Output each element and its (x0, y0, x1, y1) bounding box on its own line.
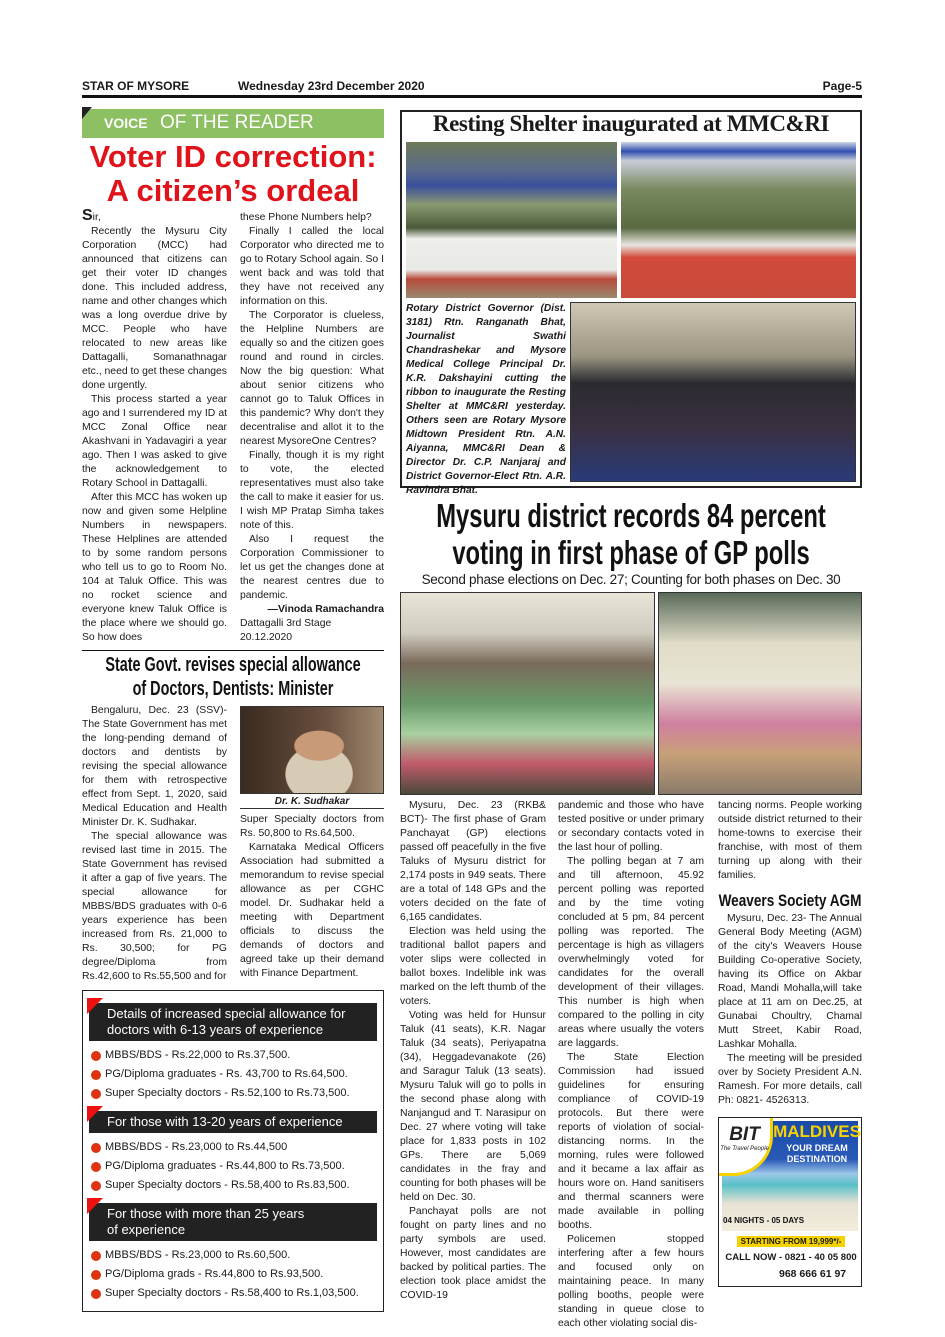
paragraph: Recently the Mysuru City Corporation (MCC) had announced that citizens can get their voter ID changes done. This included address, name and other changes which was a long overdue drive by MCC. People who have relocated to new areas like Dattagalli, Somanathnagar etc., need to get these changes done urgently. (82, 226, 227, 391)
polls-column-2 (558, 799, 704, 1331)
list-item: Super Specialty doctors - Rs.52,100 to Rs.73,500. (91, 1084, 383, 1103)
maldives-ad[interactable] (718, 1117, 862, 1287)
allowance-headline (82, 653, 384, 701)
ad-title: MALDIVES (773, 1122, 861, 1141)
letter-address: Dattagalli 3rd Stage (240, 618, 332, 629)
ad-phone: CALL NOW - 0821 - 40 05 800 (725, 1252, 857, 1263)
allowance-headline-line2: of Doctors, Dentists: Minister (132, 678, 334, 700)
box-heading: For those with 13-20 years of experience (89, 1111, 377, 1133)
weavers-column (718, 912, 862, 1108)
allowance-column-1 (82, 704, 227, 984)
header-rule (82, 95, 862, 98)
paragraph: Election was held using the traditional ballot papers and voter slips were collected in ballot boxes. Indelible ink was marked on the left thumb of the voters. (400, 926, 546, 1007)
salutation-rest: ir, (92, 212, 101, 223)
paragraph: Voting was held for Hunsur Taluk (41 seats), K.R. Nagar Taluk (34 seats), Periyapatna (34), Heggadevanakote (26) and Saragur Taluk (13 seats). Mysuru Taluk will go to polls in the second phase along with Nanjangud and T. Narasipur on Dec. 27 where voting will take place for 1,833 posts in 102 GPs. There are 5,069 candidates in the fray and counting for both phases will be held on Dec. 30. (400, 1010, 546, 1203)
photo-shelter-1 (406, 142, 617, 298)
issue-date: Wednesday 23rd December 2020 (238, 79, 425, 93)
ad-tagline: The Travel People (720, 1146, 769, 1152)
allowance-column-2-wrap (240, 704, 384, 981)
photo-sudhakar (240, 706, 384, 794)
letter-signature: —Vinoda Ramachandra (267, 604, 384, 615)
box-heading: Details of increased special allowance for doctors with 6-13 years of experience (89, 1003, 377, 1041)
paragraph: This process started a year ago and I surrendered my ID at MCC Zonal Office near Akashvani in Yadavagiri a year ago. Then I was asked to give the acknowledgement to Rotary School in Dattagalli. (82, 394, 227, 489)
letter-headline (82, 140, 384, 208)
paragraph: these Phone Numbers help? (240, 212, 372, 223)
paragraph: The special allowance was revised last time in 2015. The State Government has revised it after a gap of five years. The special allowance for MBBS/BDS graduates with 0-6 years experience has been increased from Rs. 21,000 to Rs. 30,500; for PG degree/Diploma from Rs.42,600 to Rs.55,500 and for (82, 831, 227, 982)
polls-headline-line1: Mysuru district records 84 percent (436, 497, 826, 534)
polls-column-1 (400, 799, 546, 1303)
list-item: PG/Diploma graduates - Rs. 43,700 to Rs.64,500. (91, 1065, 383, 1084)
allowance-column-2 (240, 813, 384, 981)
allowance-list (91, 1138, 383, 1195)
photo-caption: Dr. K. Sudhakar (240, 794, 384, 809)
paragraph: The Corporator is clueless, the Helpline Numbers are equally so and the citizen goes round and round in circles. Now the big question: What about senior citizens who cannot go to Taluk Offices in this pandemic? Why don't they decentralise and allot it to the nearest MysoreOne Centres? (240, 310, 384, 447)
photo-voters-queue (400, 592, 655, 795)
paragraph: Super Specialty doctors from Rs. 50,800 to Rs.64,500. (240, 814, 384, 839)
list-item: Super Specialty doctors - Rs.58,400 to Rs.1,03,500. (91, 1284, 383, 1303)
kicker-reader: OF THE READER (160, 112, 314, 133)
weavers-headline: Weavers Society AGM (718, 891, 862, 910)
photo-shelter-2 (621, 142, 856, 298)
paragraph: The polling began at 7 am and till afternoon, 45.92 percent polling was reported and by the time voting concluded at 5 pm, 84 percent polling was reported. The percentage is high as villagers overwhelmingly voted for candidates for the overall development of their villages. This number is high when compared to the polling in city areas where usually the voters are laggards. (558, 856, 704, 1049)
paragraph: tancing norms. People working outside district returned to their home-towns to exercise their franchise, with most of them turning up along with their families. (718, 800, 862, 881)
divider (82, 650, 384, 651)
list-item: PG/Diploma grads - Rs.44,800 to Rs.93,500. (91, 1265, 383, 1284)
letter-column-2 (240, 211, 384, 645)
polls-headline (401, 497, 862, 571)
paragraph: Panchayat polls are not fought on party lines and no party symbols are used. However, most candidates are backed by political parties. The election took place amidst the COVID-19 (400, 1206, 546, 1301)
letter-column-1 (82, 209, 227, 645)
ad-subtitle: YOUR DREAM DESTINATION (786, 1143, 848, 1164)
list-item: Super Specialty doctors - Rs.58,400 to Rs.83,500. (91, 1176, 383, 1195)
paragraph: Finally I called the local Corporator who directed me to go to Rotary School again. So I went back and was told that they have not received any information on this. (240, 226, 384, 307)
paragraph: Finally, though it is my right to vote, the elected representatives must also take the call to make it easier for us. I wish MP Pratap Simha takes note of this. (240, 450, 384, 531)
list-item: MBBS/BDS - Rs.23,000 to Rs.44,500 (91, 1138, 383, 1157)
drop-cap: S (82, 207, 93, 224)
polls-column-3 (718, 799, 862, 883)
allowance-body (82, 704, 384, 984)
letter-body (82, 209, 384, 645)
list-item: MBBS/BDS - Rs.23,000 to Rs.60,500. (91, 1246, 383, 1265)
polls-headline-line2: voting in first phase of GP polls (452, 534, 810, 571)
ad-duration: 04 NIGHTS - 05 DAYS (723, 1216, 805, 1225)
polls-subtitle: Second phase elections on Dec. 27; Counting for both phases on Dec. 30 (421, 572, 841, 587)
newspaper-name: STAR OF MYSORE (82, 79, 190, 93)
salutation (82, 209, 227, 225)
allowance-list (91, 1046, 383, 1103)
voice-of-reader-banner (82, 109, 384, 138)
box-heading: For those with more than 25 years of experience (89, 1203, 377, 1241)
allowance-list (91, 1246, 383, 1303)
shelter-headline: Resting Shelter inaugurated at MMC&RI (432, 111, 830, 136)
letter-headline-line2: A citizen’s ordeal (106, 173, 360, 208)
paragraph: pandemic and those who have tested positive or under primary or secondary contacts voted in the last hour of polling. (558, 800, 704, 853)
paragraph: The meeting will be presided over by Society President A.N. Ramesh. For more details, call Ph: 0821- 4526313. (718, 1053, 862, 1106)
photo-ribbon-cutting (570, 302, 856, 482)
paragraph: Karnataka Medical Officers Association had submitted a memorandum to revise special allowance as per CGHC model. Dr. Sudhakar held a meeting with Department officials to discuss the demands of doctors and agreed take up their demand with Finance Department. (240, 842, 384, 979)
allowance-headline-line1: State Govt. revises special allowance (105, 654, 361, 676)
right-column (718, 799, 862, 1287)
paragraph: After this MCC has woken up now and given some Helpline Numbers in newspapers. These Helplines are attended to by some random persons who tell us to go to Room No. 104 at Taluk Office. This was no rocket science and everyone knew Taluk Office is the place where we should go. So how does (82, 492, 227, 643)
paragraph: The State Election Commission had issued guidelines for ensuring compliance of COVID-19 protocols. But there were reports of violation of social-distancing norms. In the morning, rules were followed and it became a lax affair as hours wore on. Hand sanitisers and thermal scanners were made available in polling booths. (558, 1052, 704, 1231)
allowance-details-box (82, 990, 384, 1312)
paragraph: Mysuru, Dec. 23- The Annual General Body Meeting (AGM) of the city's Weavers House Building Co-operative Society, having its Office on Akbar Road, Mandi Mohalla,will take place at 11 am on Dec.25, at Gunabai Choultry, Chamal Mutt Street, Kabir Road, Lashkar Mohalla. (718, 913, 862, 1050)
shelter-caption: Rotary District Governor (Dist. 3181) Rtn. Ranganath Bhat, Journalist Swathi Chandrashekar and Mysore Medical College Principal Dr. K.R. Dakshayini cutting the ribbon to inaugurate the Resting Shelter at MMC&RI yesterday. Others seen are Rotary Mysore Midtown President Rtn. A.N. Aiyanna, MMC&RI Dean & Director Dr. C.P. Nanjaraj and District Governor-Elect Rtn. A.R. Ravindra Bhat. (406, 303, 566, 496)
paragraph: Bengaluru, Dec. 23 (SSV)- The State Government has met the long-pending demand of doctors and dentists by revising the special allowance for them with retrospective effect from Sept. 1, 2020, said Medical Education and Health Minister Dr. K. Sudhakar. (82, 705, 227, 828)
letter-date: 20.12.2020 (240, 632, 293, 643)
paragraph: Policemen stopped interfering after a few hours and focused only on maintaining peace. In many polling booths, people were standing in queue close to each other violating social dis- (558, 1234, 704, 1329)
left-column (82, 140, 384, 1312)
photo-polling-booth (658, 592, 862, 795)
ad-price: STARTING FROM 19,999*/- (737, 1236, 845, 1247)
letter-headline-line1: Voter ID correction: (89, 139, 377, 174)
ad-mobile: 968 666 61 97 (779, 1268, 847, 1280)
paragraph: Also I request the Corporation Commissioner to let us get the changes done at the nearest centres due to pandemic. (240, 534, 384, 601)
kicker-voice: VOICE (104, 115, 148, 131)
paragraph: Mysuru, Dec. 23 (RKB& BCT)- The first phase of Gram Panchayat (GP) elections passed off peacefully in the five Taluks of Mysuru district for 2,174 posts in 949 seats. There are a total of 148 GPs and the voters decided on the fate of 6,165 candidates. (400, 800, 546, 923)
ad-logo: BIT (729, 1124, 760, 1145)
corner-flag-icon (82, 107, 92, 119)
list-item: MBBS/BDS - Rs.22,000 to Rs.37,500. (91, 1046, 383, 1065)
page-number: Page-5 (822, 79, 862, 93)
list-item: PG/Diploma graduates - Rs.44,800 to Rs.73,500. (91, 1157, 383, 1176)
